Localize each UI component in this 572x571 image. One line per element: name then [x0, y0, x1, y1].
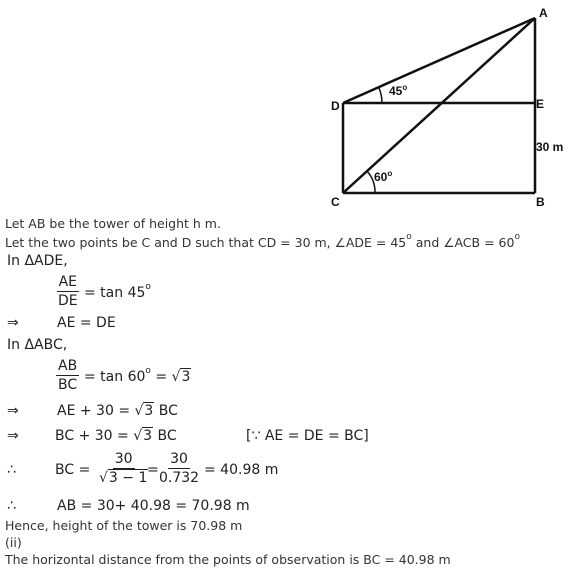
eq2: AE = DE — [57, 315, 116, 331]
line2-c: ACB = 60 — [454, 235, 515, 250]
degree: o — [514, 232, 520, 242]
side-label-30m: 30 m — [536, 140, 564, 154]
tower-diagram — [0, 0, 572, 215]
line-CA — [343, 18, 535, 193]
label-E: E — [536, 97, 545, 111]
eq3-rhs: = $\tan 60^o = √3$ — [84, 366, 191, 385]
fraction-numerator: 30 — [170, 451, 188, 467]
fraction-ab-bc — [56, 358, 79, 393]
fraction-numerator: AE — [58, 274, 78, 290]
eq6-mid: = — [147, 462, 159, 478]
fraction-denominator: DE — [58, 293, 78, 309]
therefore-symbol: ∴ — [7, 462, 16, 478]
implies-symbol: ⇒ — [7, 403, 19, 419]
eq6-right: = 40.98 m — [204, 462, 279, 478]
statement-line-1: Let AB be the tower of height h m. — [5, 216, 221, 231]
part-ii-label: (ii) — [5, 535, 22, 550]
line2-b: and — [411, 235, 444, 250]
in-ade-heading: In ΔADE, — [7, 253, 68, 269]
line2-a: ADE = 45 — [345, 235, 407, 250]
label-D: D — [331, 99, 340, 113]
implies-symbol: ⇒ — [7, 315, 19, 331]
angle-symbol: ∠ — [334, 235, 346, 250]
angle-label-45: 45$^o$ — [389, 83, 408, 98]
eq7: AB = 30+ 40.98 = 70.98 m — [57, 498, 250, 514]
label-A: A — [539, 6, 548, 20]
conclusion-distance: The horizontal distance from the points of observation is BC = 40.98 m — [5, 552, 451, 567]
fraction-denominator: BC — [58, 377, 78, 393]
because-note: [∵ AE = DE = BC] — [246, 428, 369, 444]
statement-line-2 — [5, 232, 520, 250]
fraction-numerator: 30 — [114, 451, 133, 467]
in-abc-heading: In ΔABC, — [7, 337, 68, 353]
therefore-symbol: ∴ — [7, 498, 16, 514]
degree: o — [406, 232, 412, 242]
fraction-denominator: 0.732 — [159, 470, 200, 486]
implies-symbol: ⇒ — [7, 428, 19, 444]
line-DA — [343, 18, 535, 103]
fraction-ae-de — [56, 274, 80, 309]
conclusion-height: Hence, height of the tower is 70.98 m — [5, 518, 243, 533]
fraction-numerator: AB — [58, 358, 78, 374]
angle-arc-45 — [379, 88, 382, 103]
fraction-denominator: √3 − 1 — [99, 470, 148, 486]
label-C: C — [331, 195, 340, 209]
eq4: AE + 30 = √3 BC — [57, 403, 178, 419]
angle-symbol: ∠ — [443, 235, 455, 250]
fraction-30-sqrt3-1 — [97, 451, 150, 486]
line2-prefix: Let the two points be C and D such that CD = 30 m, — [5, 235, 335, 250]
label-B: B — [536, 195, 545, 209]
eq1-rhs: = tan 45$^o$ — [84, 282, 151, 301]
fraction-30-0732 — [157, 451, 201, 486]
angle-label-60: 60$^o$ — [374, 169, 393, 184]
eq6-left: BC = — [55, 462, 91, 478]
eq5: BC + 30 = √3 BC — [55, 428, 177, 444]
